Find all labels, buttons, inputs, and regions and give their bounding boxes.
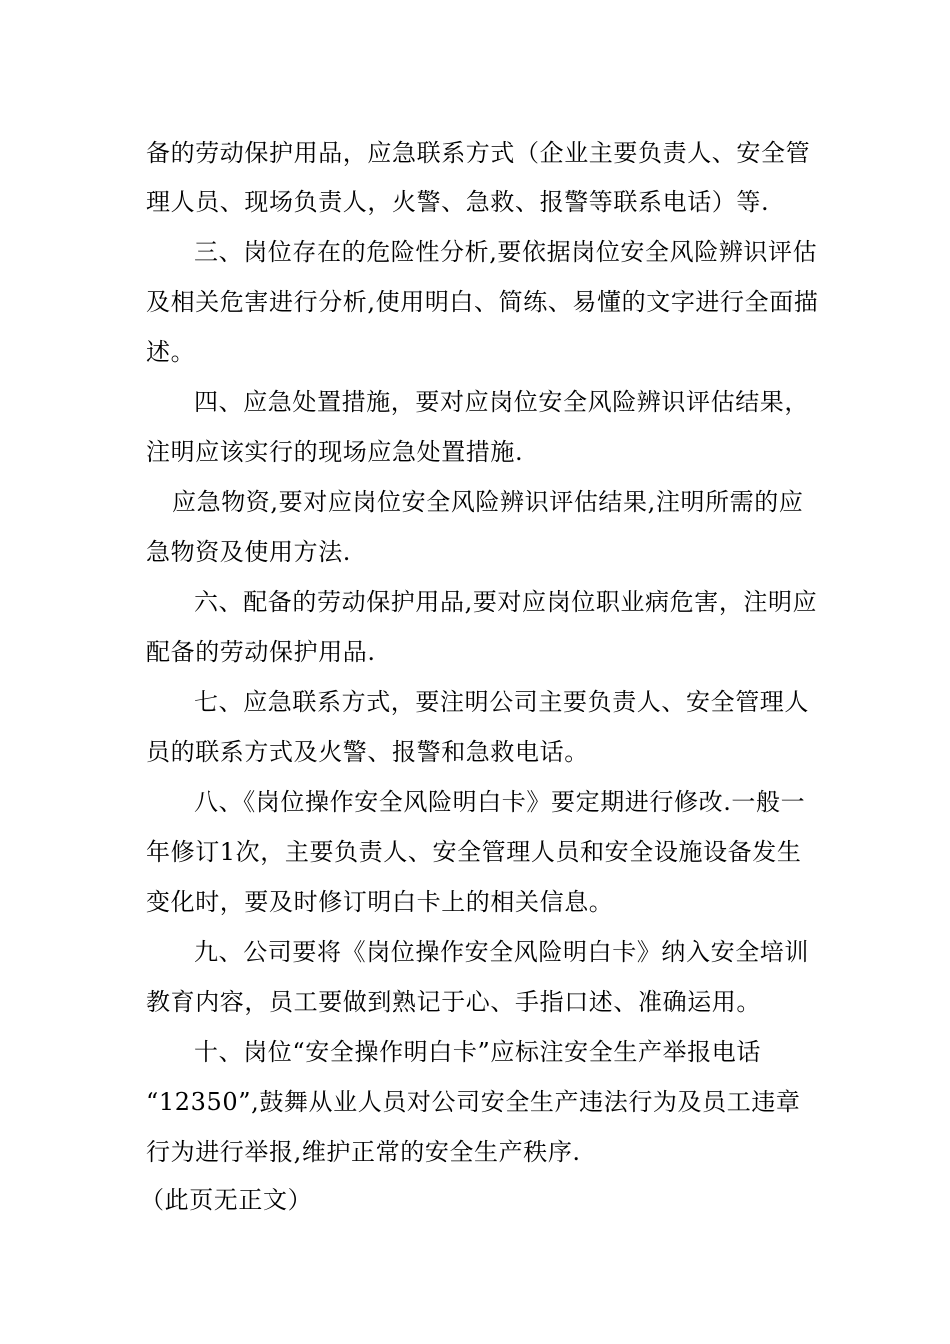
text-line-20: “12350”,鼓舞从业人员对公司安全生产违法行为及员工违章 [146,1088,801,1116]
text-line-9: 急物资及使用方法. [146,538,352,566]
text-line-16: 变化时，要及时修订明白卡上的相关信息。 [146,888,614,916]
text-line-18: 教育内容，员工要做到熟记于心、手指口述、准确运用。 [146,988,761,1016]
text-line-4: 及相关危害进行分析,使用明白、简练、易懂的文字进行全面描 [146,288,819,316]
text-line-11: 配备的劳动保护用品. [146,638,376,666]
no-body-text-note: （此页无正文） [140,1186,313,1214]
text-line-14: 八、《岗位操作安全风险明白卡》要定期进行修改.一般一 [194,788,806,816]
text-line-7: 注明应该实行的现场应急处置措施. [146,438,524,466]
text-line-19: 十、岗位“安全操作明白卡”应标注安全生产举报电话 [194,1038,761,1066]
text-line-12: 七、应急联系方式，要注明公司主要负责人、安全管理人 [194,688,809,716]
text-line-2: 理人员、现场负责人，火警、急救、报警等联系电话）等. [146,188,770,216]
text-line-15: 年修订1次，主要负责人、安全管理人员和安全设施设备发生 [146,838,802,866]
text-line-3: 三、岗位存在的危险性分析,要依据岗位安全风险辨识评估 [194,238,818,266]
text-line-6: 四、应急处置措施，要对应岗位安全风险辨识评估结果， [194,388,809,416]
text-line-10: 六、配备的劳动保护用品,要对应岗位职业病危害，注明应 [194,588,818,616]
text-line-5: 述。 [146,338,196,366]
text-line-13: 员的联系方式及火警、报警和急救电话。 [146,738,589,766]
text-line-21: 行为进行举报,维护正常的安全生产秩序. [146,1138,581,1166]
text-line-1: 备的劳动保护用品，应急联系方式（企业主要负责人、安全管 [146,139,811,167]
text-line-8: 应急物资,要对应岗位安全风险辨识评估结果,注明所需的应 [172,488,804,516]
text-line-17: 九、公司要将《岗位操作安全风险明白卡》纳入安全培训 [194,938,809,966]
